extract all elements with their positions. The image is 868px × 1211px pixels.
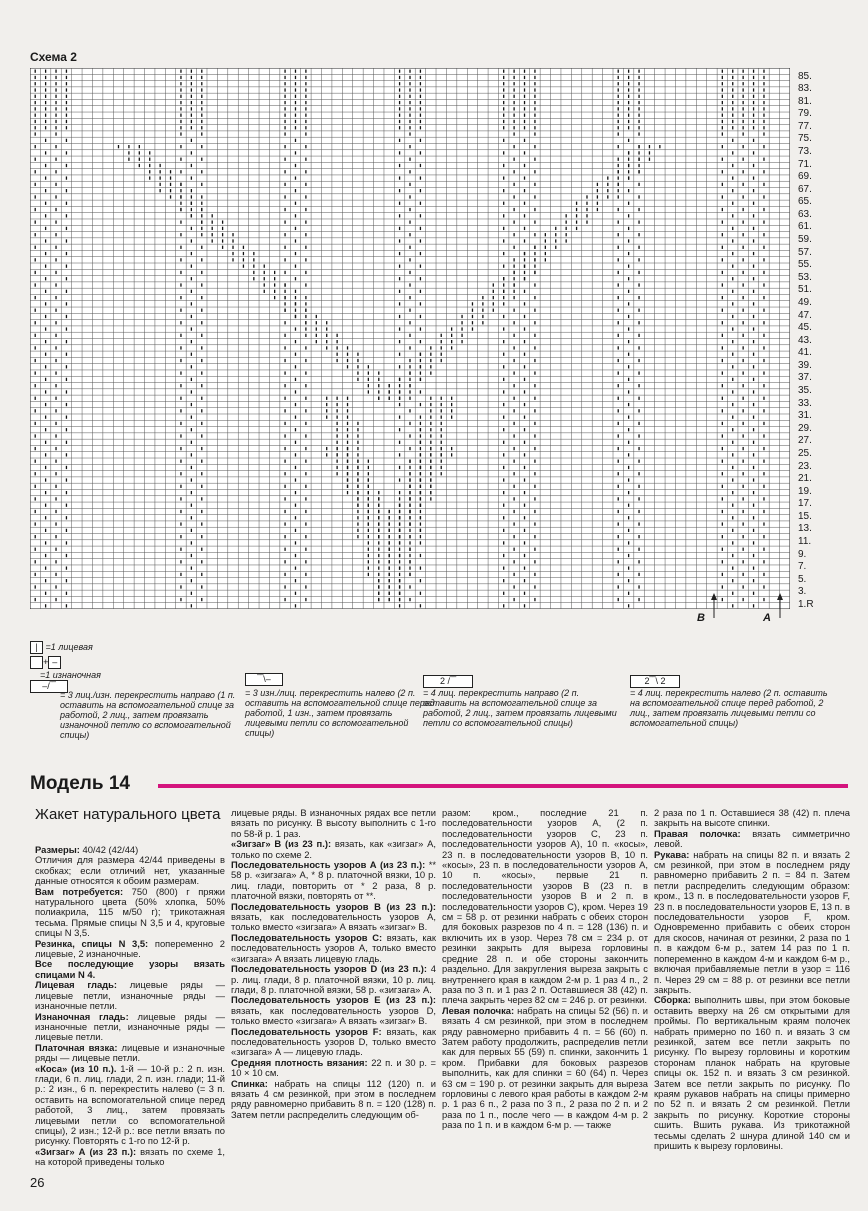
row-label: 85. xyxy=(798,70,812,82)
paragraph-text: 22 п. и 30 р. = 10 × 10 см. xyxy=(231,1056,436,1079)
paragraph-heading: Средняя плотность вязания: xyxy=(231,1056,368,1068)
scheme-title: Схема 2 xyxy=(30,50,77,64)
row-label: 81. xyxy=(798,95,812,107)
paragraph xyxy=(35,1043,225,1064)
paragraph xyxy=(654,829,850,850)
paragraph-heading: Резинка, спицы N 3,5: xyxy=(35,937,149,949)
paragraph-text: 750 (800) г пряжи натурального цвета (50% хлопка, 50% полиакрила, 115 м/50 г); трикотажная тесьма. Прямые спицы N 3,5 и 4, круговые спицы N 3,5. xyxy=(35,885,225,939)
paragraph xyxy=(35,1012,225,1043)
text-column-2 xyxy=(231,808,436,1120)
paragraph xyxy=(442,808,648,1006)
paragraph xyxy=(231,933,436,964)
cross-right-3-icon: –/‾‾ xyxy=(30,680,68,693)
row-label: 53. xyxy=(798,271,812,283)
row-label: 67. xyxy=(798,183,812,195)
paragraph-heading: «Коса» (из 10 п.). xyxy=(35,1062,117,1074)
paragraph-text: Отличия для размера 42/44 приведены в скобках; если отличий нет, указанные данные относятся к обоим размерам. xyxy=(35,854,225,887)
paragraph-heading: Изнаночная гладь: xyxy=(35,1010,129,1022)
legend-cross2-text: = 3 изн./лиц. перекрестить налево (2 п. оставить на вспомогательной спице перед работой, 1 изн., затем провязать лицевыми петли со вспомогательной спицы) xyxy=(245,688,435,738)
row-label: 49. xyxy=(798,296,812,308)
model-accent-line xyxy=(158,784,848,788)
paragraph-text: набрать на спицы 82 п. и вязать 2 см резинкой, при этом в последнем ряду равномерно прибавить 2 п. = 84 п. Затем петли распределить следующим образом: кром., 13 п. в последовательности узоров F, 23 п. в последовательности узоров Е, 13 п. в последовательности узоров F, кром. Одновременно прибавить с обеих сторон для скосов, начиная от резинки, 2 раза по 1 п. в каждом 6-м р., затем 14 раз по 1 п. попеременно в каждом 4-м и каждом 6-м р., включая прибавляемые петли в узор = 116 п. Через 29 см = 88 р. от резинки все петли закрыть. xyxy=(654,848,850,995)
row-label: 31. xyxy=(798,410,812,422)
row-label: 25. xyxy=(798,447,812,459)
paragraph-text: выполнить швы, при этом боковые оставить вверху на 26 см открытыми для проймы. По вертикальным краям полочек набрать примерно по 160 п. и вязать 3 см резинкой, затем все петли закрыть по рисунку. По вырезу горловины и коротким сторонам планок набрать на круговые спицы ок. 152 п. и вязать 3 см резинкой. Затем все петли закрыть по рисунку. По краям рукавов набрать на спицы примерно по 52 п. и вязать 2 см резинкой. Петли закрыть по рисунку. Короткие стороны сшить. Вшить рукава. Из трикотажной тесьмы сделать 2 шнура длиной 140 см и пришить к вырезу горловины. xyxy=(654,994,850,1151)
paragraph-heading: Размеры: xyxy=(35,844,80,855)
paragraph-heading: Спинка: xyxy=(231,1077,268,1089)
row-label: 43. xyxy=(798,334,812,346)
paragraph-heading: Последовательность узоров В (из 23 п.): xyxy=(231,900,436,912)
paragraph-text: вязать симметрично левой. xyxy=(654,827,850,850)
paragraph-heading: Последовательность узоров F: xyxy=(231,1025,382,1037)
row-label: 75. xyxy=(798,133,812,145)
row-label: 63. xyxy=(798,208,812,220)
paragraph-heading: Платочная вязка: xyxy=(35,1041,118,1053)
legend-purl-text: =1 изнаночная xyxy=(40,670,101,680)
paragraph xyxy=(654,808,850,829)
row-label: 13. xyxy=(798,523,812,535)
paragraph xyxy=(231,902,436,933)
paragraph xyxy=(231,964,436,995)
paragraph-text: лицевые ряды. В изнаночных рядах все петли вязать по рисунку. В высоту выполнить с 1-го по 58-й р. 1 раз. xyxy=(231,807,436,839)
legend-knit: | =1 лицевая xyxy=(30,641,93,654)
legend-cross4-symbol: 2‾‾\ 2 xyxy=(630,675,680,688)
row-label: 47. xyxy=(798,309,812,321)
row-label: 57. xyxy=(798,246,812,258)
paragraph xyxy=(442,1006,648,1131)
knit-symbol-icon: | xyxy=(30,641,43,654)
paragraph xyxy=(654,850,850,996)
paragraph-text: 1-й — 10-й р.: 2 п. изн. глади, 6 п. лиц. глади, 2 п. изн. глади; 11-й р.: 2 изн., 6 п. перекрестить налево (= 3 п. оставить на вспомогательной спице перед работой, 3 лиц., затем провязать лицевыми петли со вспомогательной спицы), 2 изн.; 12-й р.: все петли вязать по рисунку. Повторять с 1-го по 12-й р. xyxy=(35,1062,226,1147)
paragraph xyxy=(231,1079,436,1121)
row-label: 33. xyxy=(798,397,812,409)
paragraph-heading: Сборка: xyxy=(654,994,691,1006)
row-label: 41. xyxy=(798,347,812,359)
paragraph-text: 2 раза по 1 п. Оставшиеся 38 (42) п. плеча закрыть на высоте спинки. xyxy=(654,807,850,829)
direction-b-label: B xyxy=(697,612,705,624)
paragraph-heading: «Зигзаг» А (из 23 п.): xyxy=(35,1145,137,1157)
paragraph-text: 40/42 (42/44) xyxy=(79,844,139,855)
row-label: 77. xyxy=(798,120,812,132)
row-label: 5. xyxy=(798,573,807,585)
row-label: 1.R xyxy=(798,598,814,610)
paragraph-heading: Последовательность узоров С: xyxy=(231,931,383,943)
row-label: 73. xyxy=(798,146,812,157)
legend-cross1-text: = 3 лиц./изн. перекрестить направо (1 п. оставить на вспомогательной спице за работой, 2 лиц., затем провязать изнаночной петлю со вспомогательной спицы) xyxy=(60,690,236,740)
paragraph-heading: «Зигзаг» В (из 23 п.): xyxy=(231,838,332,850)
knitting-chart xyxy=(30,68,790,609)
paragraph xyxy=(654,995,850,1151)
row-label: 51. xyxy=(798,284,812,296)
paragraph-text: вязать по схеме 1, на которой приведены только xyxy=(35,1145,225,1168)
row-label: 37. xyxy=(798,372,812,384)
paragraph-text: 4 р. лиц. глади, 8 р. платочной вязки, 10 р. лиц. глади, 8 р. платочной вязки, 58 р. «зигзага» А. xyxy=(231,963,436,995)
legend-cross3-symbol: 2 /‾‾ xyxy=(423,675,473,688)
paragraph-text: вязать, как последовательность узоров А, только вместо «зигзага» А вязать лицевую гладь. xyxy=(231,931,436,964)
paragraph-text: ** 58 р. «зигзага» А, * 8 р. платочной вязки, 10 р. лиц. глади, повторить от * 2 раза, 8 р. платочной вязки, повторять от **. xyxy=(231,859,436,902)
row-label: 83. xyxy=(798,83,812,95)
text-column-3 xyxy=(442,808,648,1131)
paragraph xyxy=(35,959,225,980)
row-labels xyxy=(798,68,858,609)
row-label: 23. xyxy=(798,460,812,472)
paragraph-text: вязать, как «зигзаг» А, только по схеме 2. xyxy=(231,838,436,860)
cross-left-3-icon: ‾‾\– xyxy=(245,673,283,686)
model-title: Модель 14 xyxy=(30,773,130,794)
jacket-title: Жакет натурального цвета xyxy=(35,806,221,823)
paragraph xyxy=(35,1147,225,1168)
paragraph-text: лицевые ряды — изнаночные петли, изнаночные ряды — лицевые петли. xyxy=(35,1010,225,1043)
row-label: 79. xyxy=(798,108,812,120)
row-label: 69. xyxy=(798,171,812,183)
paragraph-heading: Последовательность узоров D (из 23 п.): xyxy=(231,963,428,975)
paragraph xyxy=(231,1027,436,1058)
row-label: 27. xyxy=(798,435,812,447)
paragraph-heading: Рукава: xyxy=(654,848,690,860)
paragraph-text: вязать, как последовательность узоров D, только вместо «зигзага» А вязать «зигзаг» В. xyxy=(231,1004,436,1027)
paragraph-heading: Вам потребуется: xyxy=(35,885,124,897)
row-label: 21. xyxy=(798,473,812,485)
purl-symbol-icon: – xyxy=(48,656,61,669)
paragraph-text: вязать, как последовательность узоров А, только вместо «зигзага» А вязать «зигзаг» В. xyxy=(231,911,436,933)
text-column-1 xyxy=(35,845,225,1168)
row-label: 9. xyxy=(798,548,807,560)
row-label: 17. xyxy=(798,498,812,510)
text-column-4 xyxy=(654,808,850,1151)
row-label: 55. xyxy=(798,259,812,271)
paragraph-text: набрать на спицы 112 (120) п. и вязать 4 см резинкой, при этом в последнем ряду равномерно прибавить 8 п. = 120 (128) п. Затем петли распределить следующим об- xyxy=(231,1077,436,1120)
paragraph-heading: Левая полочка: xyxy=(442,1004,515,1016)
paragraph-text: лицевые и изнаночные ряды — лицевые петли. xyxy=(35,1041,226,1064)
legend-cross3-text: = 4 лиц. перекрестить направо (2 п. оставить на вспомогательной спице за работой, 2 лиц., затем провязать лицевыми петли со вспомогательной спицы) xyxy=(423,688,617,728)
paragraph xyxy=(35,980,225,1011)
row-label: 61. xyxy=(798,221,812,233)
row-label: 19. xyxy=(798,485,812,497)
paragraph-heading: Последовательность узоров А (из 23 п.): xyxy=(231,859,426,871)
row-label: 7. xyxy=(798,561,807,573)
direction-arrows xyxy=(706,592,786,620)
row-label: 29. xyxy=(798,422,812,434)
row-label: 39. xyxy=(798,359,812,371)
paragraph xyxy=(35,1064,225,1147)
row-label: 35. xyxy=(798,385,812,397)
paragraph xyxy=(35,939,225,960)
row-label: 11. xyxy=(798,536,812,548)
paragraph-text: лицевые ряды — лицевые петли, изнаночные ряды — изнаночные петли. xyxy=(35,979,225,1012)
paragraph xyxy=(231,839,436,860)
paragraph xyxy=(231,808,436,839)
row-label: 15. xyxy=(798,510,812,522)
paragraph-text: набрать на спицы 52 (56) п. и вязать 4 см резинкой, при этом в последнем ряду равномерно прибавить 4 п. = 56 (60) п. Затем работу продолжить, распределив петли как для первых 55 (59) п. спинки, закончить 1 кром. Прибавки для боковых разрезов выполнить, как для спинки = 60 (64) п. Через 63 см = 190 р. от резинки закрыть для выреза горловины с левого края работы в каждом 2-м р. 1 раз 6 п., 2 раза по 3 п., 2 раза по 2 п. и 2 раза по 1 п., после чего — в каждом 4-м р. 2 раза по 1 п. и в каждом 6-м р. — также xyxy=(442,1004,649,1131)
row-label: 59. xyxy=(798,234,812,246)
legend-cross2-symbol xyxy=(245,673,283,686)
row-label: 71. xyxy=(798,158,812,170)
row-label: 3. xyxy=(798,586,807,598)
row-label: 45. xyxy=(798,322,812,334)
paragraph-heading: Все последующие узоры вязать спицами N 4. xyxy=(35,958,225,980)
empty-cell-icon xyxy=(30,656,43,669)
paragraph-heading: Правая полочка: xyxy=(654,827,741,839)
paragraph-text: вязать, как последовательность узоров D, только вместо «зигзага» А — лицевую гладь. xyxy=(231,1025,436,1058)
paragraph xyxy=(35,855,225,886)
page-number: 26 xyxy=(30,1175,45,1190)
paragraph xyxy=(231,860,436,902)
paragraph-text: разом: кром., последние 21 п. последовательности узоров А, (2 п. последовательности узоров С, 23 п. последовательности узоров А), 10 п. «косы», 23 п. в последовательности узоров В, 10 п. «косы», 23 п. в последовательности узоров А, 10 п. «косы», первые 21 п. последовательности узоров В (23 п. в последовательности узоров В и 2 п. в последовательности узоров С), кром. Через 19 см = 58 р. от резинки набрать с обеих сторон для боковых разрезов по 4 п. = 128 (136) п. и включить их в узор. Через 78 см = 234 р. от резинки закрыть для выреза горловины средние 28 п. и обе стороны закончить раздельно. Для закругления выреза закрыть с внутреннего края в каждом 2-м р. 1 раз 4 п., 2 раза по 3 п. и 1 раз 2 п. Оставшиеся 38 (42) п. плеча закрыть через 82 см = 246 р. от резинки. xyxy=(442,807,648,1006)
row-label: 65. xyxy=(798,196,812,208)
paragraph xyxy=(231,995,436,1026)
paragraph-heading: Последовательность узоров Е (из 23 п.): xyxy=(231,994,436,1006)
paragraph xyxy=(231,1058,436,1079)
legend-cross4-text: = 4 лиц. перекрестить налево (2 п. оставить на вспомогательной спице перед работой, 2 лиц., затем провязать лицевыми петли со вспомогательной спицы) xyxy=(630,688,828,728)
paragraph-heading: Лицевая гладь: xyxy=(35,979,118,991)
direction-a-label: A xyxy=(763,612,771,624)
paragraph xyxy=(35,887,225,939)
legend-purl: + – xyxy=(30,656,61,669)
paragraph-text: попеременно 2 лицевые, 2 изнаночные. xyxy=(35,937,225,960)
